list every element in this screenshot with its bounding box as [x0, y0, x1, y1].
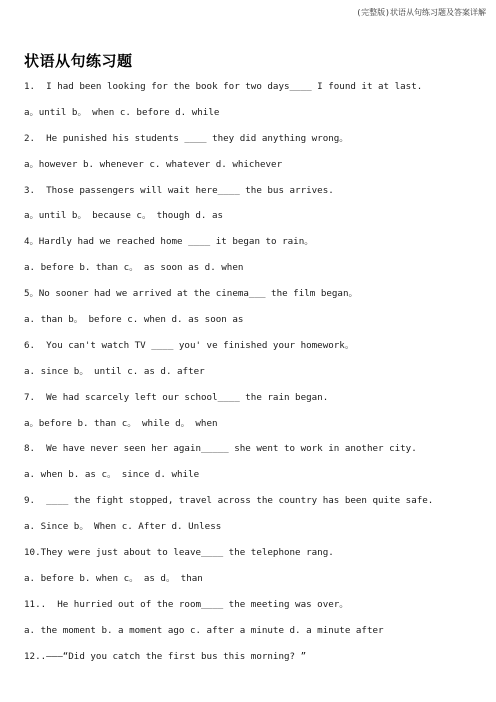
exercise-lines: [24, 80, 486, 675]
question-text: 5。No sooner had we arrived at the cinema___ the film began。: [24, 288, 358, 300]
question-text: 7. We had scarcely left our school____ the rain began.: [24, 391, 329, 403]
answer-options: a. Since b。 When c. After d. Unless: [24, 521, 222, 533]
question-text: 1. I had been looking for the book for two days____ I found it at last.: [24, 81, 423, 92]
question-text: 9. ____ the fight stopped, travel across the country has been quite safe.: [24, 495, 434, 507]
question-text: 10.They were just about to leave____ the telephone rang.: [24, 547, 334, 559]
answer-options: a. than b。 before c. when d. as soon as: [24, 314, 244, 326]
answer-options: a. the moment b. a moment ago c. after a minute d. a minute after: [24, 624, 384, 636]
answer-options: a. before b. when c。 as d。 than: [24, 572, 203, 584]
answer-options: a. before b. than c。 as soon as d. when: [24, 262, 244, 274]
answer-options: a。until b。 when c. before d. while: [24, 106, 220, 118]
answer-options: a。before b. than c。 while d。 when: [24, 417, 218, 429]
answer-options: a。however b. whenever c. whatever d. whichever: [24, 158, 283, 170]
question-text: 6. You can't watch TV ____ you' ve finished your homework。: [24, 339, 355, 351]
answer-options: a. when b. as c。 since d. while: [24, 469, 200, 481]
question-text: 8. We have never seen her again_____ she went to work in another city.: [24, 443, 417, 455]
running-header: (完整版)状语从句练习题及答案详解: [356, 8, 486, 17]
question-text: 2. He punished his students ____ they did anything wrong。: [24, 132, 349, 144]
question-text: 4。Hardly had we reached home ____ it began to rain。: [24, 236, 314, 248]
answer-options: a. since b。 until c. as d. after: [24, 365, 205, 377]
page-title: 状语从句练习题: [24, 52, 133, 70]
question-text: 3. Those passengers will wait here____ the bus arrives.: [24, 184, 334, 196]
question-text: 11.. He hurried out of the room____ the meeting was over。: [24, 598, 349, 610]
question-text: 12..———“Did you catch the first bus this morning? ”: [24, 650, 307, 662]
answer-options: a。until b。 because c。 though d. as: [24, 210, 224, 222]
